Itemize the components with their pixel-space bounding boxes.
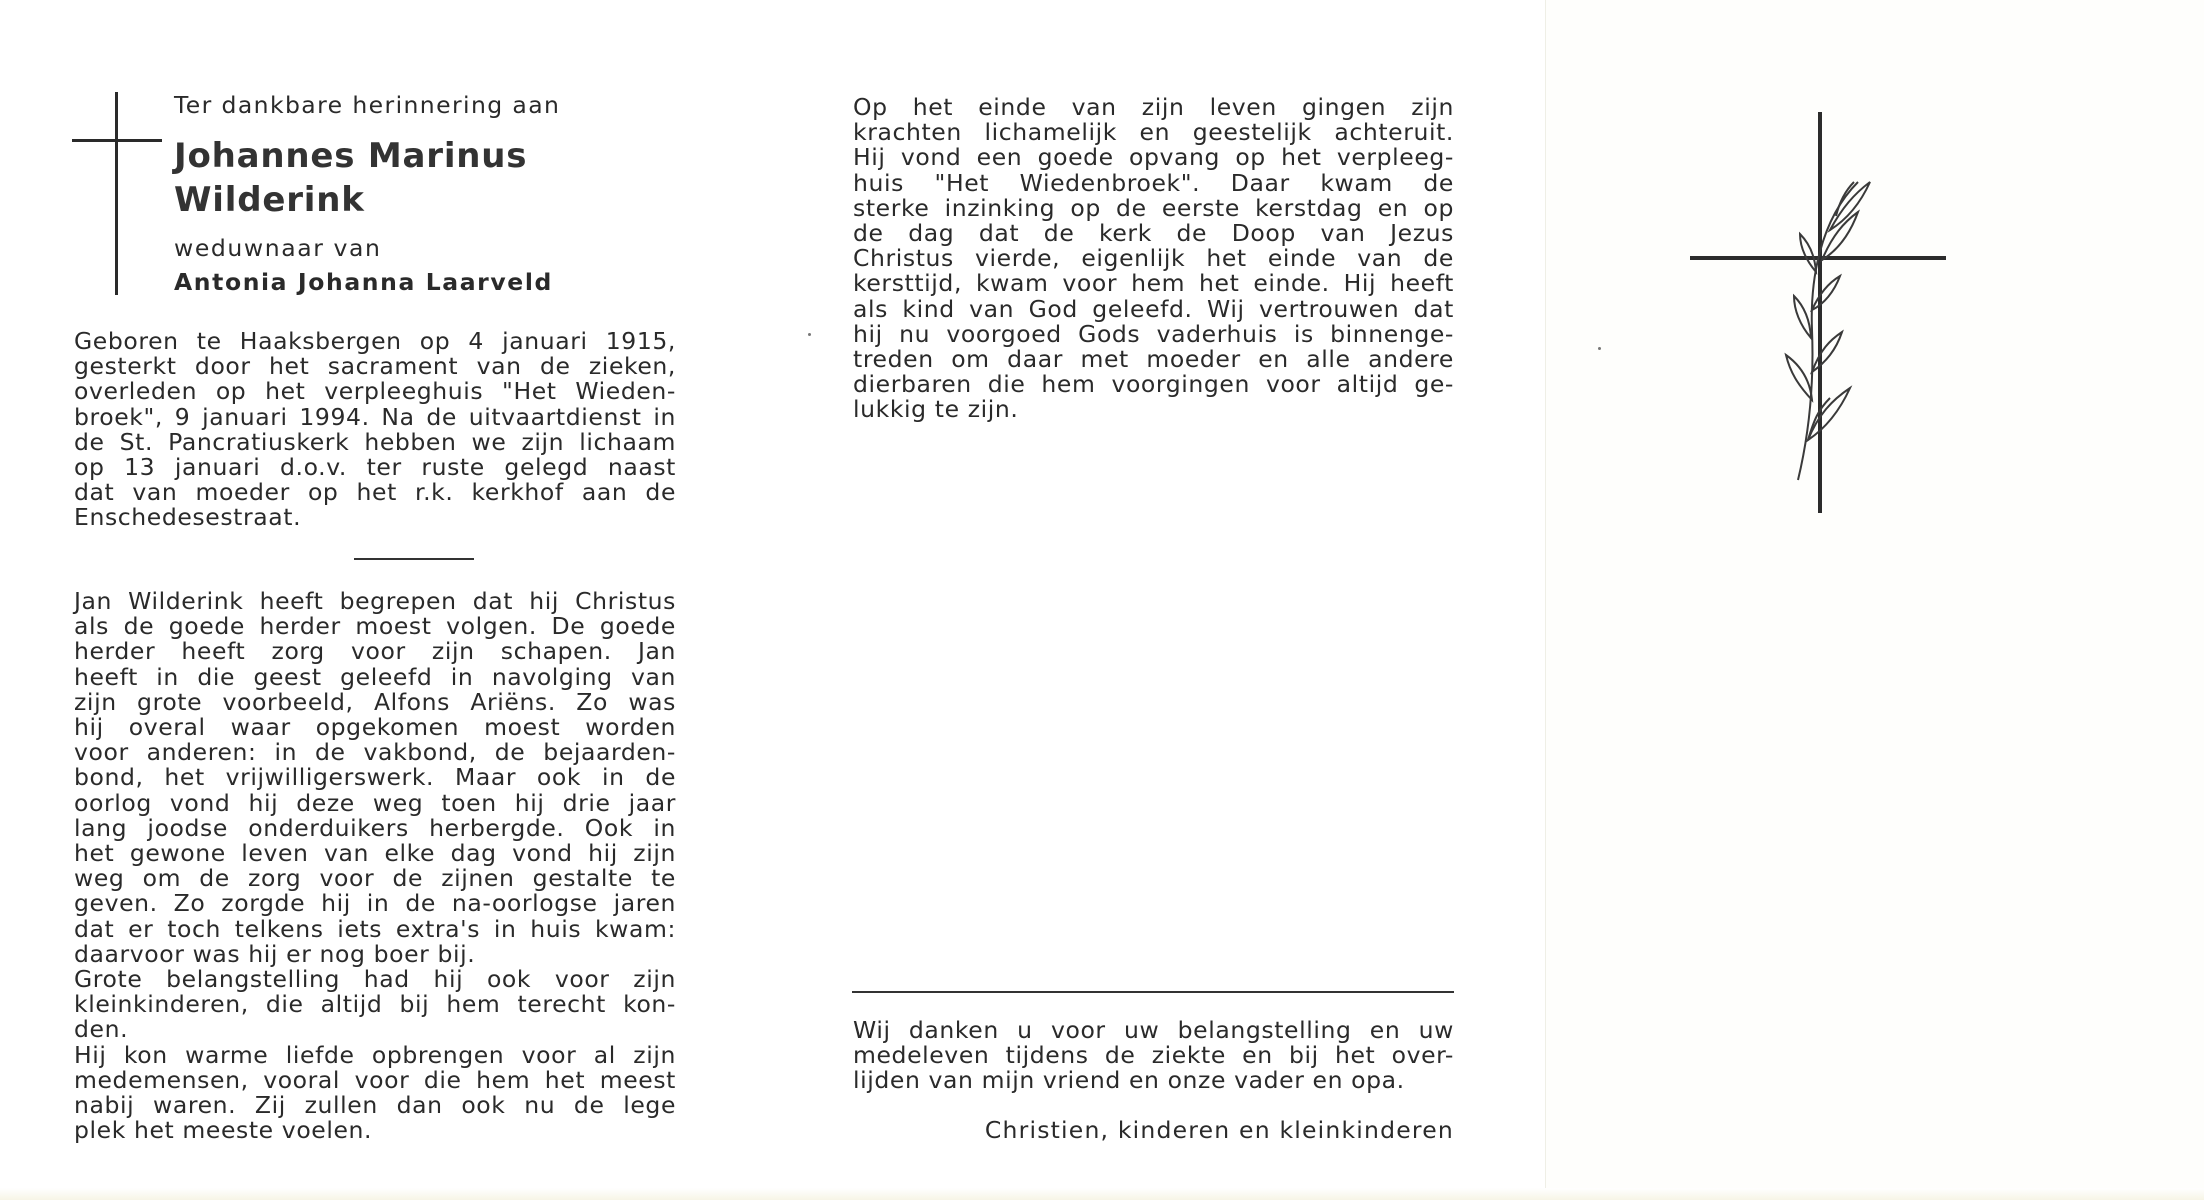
- text-line: voor anderen: in de vakbond, de bejaarden-: [74, 738, 676, 767]
- text-line: sterke inzinking op de eerste kerstdag en op: [853, 193, 1454, 222]
- paper-edge: [0, 1188, 2204, 1200]
- text-line: overleden op het verpleeghuis "Het Wieden-: [74, 377, 676, 406]
- text-line: heeft in die geest geleefd in navolging van: [74, 662, 676, 691]
- text-line: de St. Pancratiuskerk hebben we zijn lichaam: [74, 427, 676, 456]
- text-line: de dag dat de kerk de Doop van Jezus: [853, 219, 1454, 248]
- text-line: lijden van mijn vriend en onze vader en opa.: [853, 1066, 1405, 1095]
- text-line: lang joodse onderduikers herbergde. Ook in: [74, 813, 676, 842]
- text-line: Jan Wilderink heeft begrepen dat hij Christus: [74, 587, 676, 615]
- text-line: herder heeft zorg voor zijn schapen. Jan: [74, 637, 676, 666]
- text-line: treden om daar met moeder en alle andere: [853, 345, 1454, 374]
- text-line: weg om de zorg voor de zijnen gestalte te: [74, 864, 676, 893]
- text-line: op 13 januari d.o.v. ter ruste gelegd naast: [74, 453, 676, 482]
- divider: [852, 991, 1454, 993]
- text-line: nabij waren. Zij zullen dan ook nu de lege: [74, 1091, 676, 1120]
- paper-speck: [1598, 347, 1601, 350]
- deceased-name-first: Johannes Marinus: [174, 136, 528, 176]
- text-line: Hij kon warme liefde opbrengen voor al zijn: [74, 1040, 676, 1069]
- final-days-paragraph: [853, 95, 1454, 423]
- divider: [354, 558, 474, 560]
- text-line: hij nu voorgoed Gods vaderhuis is binnenge-: [853, 319, 1454, 348]
- text-line: Op het einde van zijn leven gingen zijn: [853, 93, 1454, 121]
- thanks-paragraph: [853, 1018, 1454, 1094]
- text-line: medeleven tijdens de ziekte en bij het over-: [853, 1041, 1454, 1070]
- text-line: dat van moeder op het r.k. kerkhof aan de: [74, 478, 676, 507]
- intro-text: Ter dankbare herinnering aan: [174, 91, 561, 119]
- text-line: als kind van God geleefd. Wij vertrouwen dat: [853, 294, 1454, 323]
- spouse-name: Antonia Johanna Laarveld: [174, 268, 553, 296]
- text-line: den.: [74, 1015, 129, 1044]
- paper-speck: [808, 333, 811, 336]
- text-line: broek", 9 januari 1994. Na de uitvaartdienst in: [74, 402, 676, 431]
- text-line: Enschedesestraat.: [74, 503, 302, 532]
- text-line: kleinkinderen, die altijd bij hem terecht kon-: [74, 990, 676, 1019]
- text-line: geven. Zo zorgde hij in de na-oorlogse jaren: [74, 889, 676, 918]
- text-line: daarvoor was hij er nog boer bij.: [74, 939, 476, 968]
- text-line: plek het meeste voelen.: [74, 1116, 373, 1145]
- widow-of-label: weduwnaar van: [174, 234, 382, 262]
- text-line: oorlog vond hij deze weg toen hij drie jaar: [74, 788, 676, 817]
- text-line: Wij danken u voor uw belangstelling en uw: [853, 1016, 1454, 1044]
- text-line: lukkig te zijn.: [853, 395, 1019, 424]
- born-paragraph: [74, 329, 676, 531]
- text-line: als de goede herder moest volgen. De goede: [74, 612, 676, 641]
- text-line: bond, het vrijwilligerswerk. Maar ook in de: [74, 763, 676, 792]
- deceased-name-last: Wilderink: [174, 180, 365, 220]
- biography-paragraph: [74, 589, 676, 1143]
- text-line: zijn grote voorbeeld, Alfons Ariëns. Zo was: [74, 687, 676, 716]
- text-line: dierbaren die hem voorgingen voor altijd ge-: [853, 370, 1454, 399]
- text-line: het gewone leven van elke dag vond hij zijn: [74, 839, 676, 868]
- signature: Christien, kinderen en kleinkinderen: [984, 1116, 1454, 1144]
- text-line: gesterkt door het sacrament van de zieken,: [74, 352, 676, 381]
- text-line: Grote belangstelling had hij ook voor zijn: [74, 965, 676, 994]
- text-line: Hij vond een goede opvang op het verpleeg-: [853, 143, 1454, 172]
- cross-horizontal-bar: [72, 139, 162, 142]
- text-line: medemensen, vooral voor die hem het meest: [74, 1065, 676, 1094]
- cross-with-palm-branch-icon: [1690, 110, 1950, 520]
- text-line: hij overal waar opgekomen moest worden: [74, 713, 676, 742]
- text-line: krachten lichamelijk en geestelijk achteruit.: [853, 118, 1454, 147]
- text-line: kersttijd, kwam voor hem het einde. Hij heeft: [853, 269, 1454, 298]
- text-line: huis "Het Wiedenbroek". Daar kwam de: [853, 168, 1454, 197]
- text-line: dat er toch telkens iets extra's in huis kwam:: [74, 914, 676, 943]
- text-line: Geboren te Haaksbergen op 4 januari 1915,: [74, 327, 676, 355]
- cross-vertical-bar: [115, 92, 118, 295]
- text-line: Christus vierde, eigenlijk het einde van de: [853, 244, 1454, 273]
